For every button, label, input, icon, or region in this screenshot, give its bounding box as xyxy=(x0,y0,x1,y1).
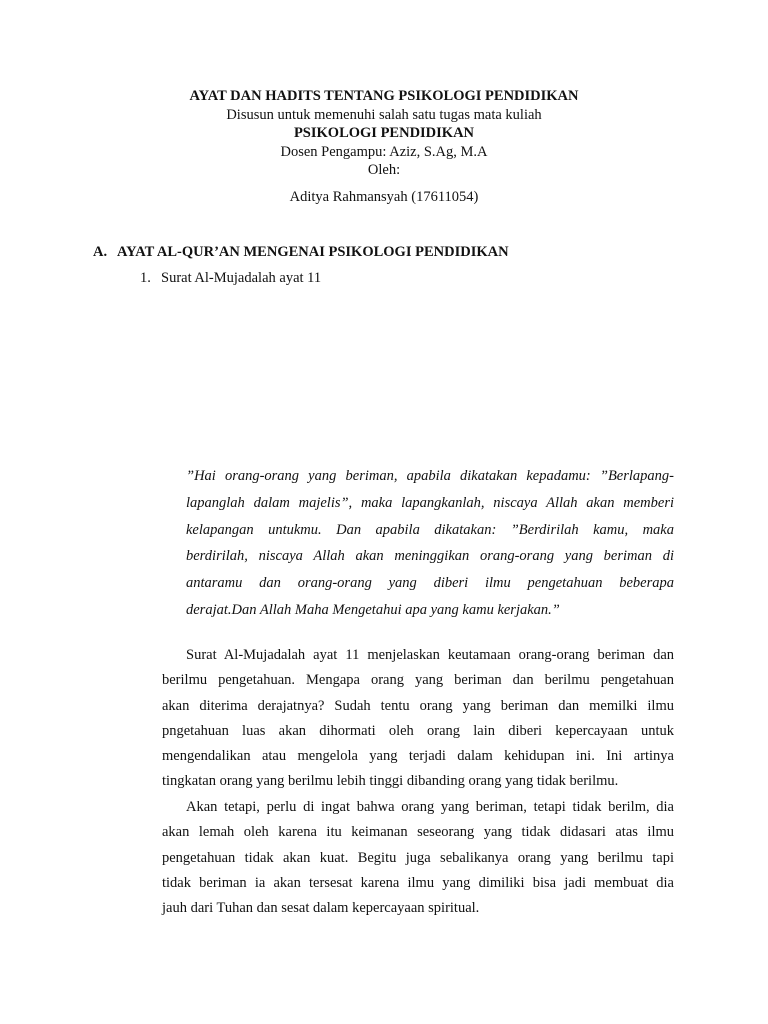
paragraph-line: tingkatan orang yang berilmu lebih tinggi dibanding orang yang tidak berilmu. xyxy=(162,773,619,790)
arabic-verse-area xyxy=(186,300,674,450)
paragraph-line: Akan tetapi, perlu di ingat bahwa orang yang beriman, tetapi tidak berilm, dia xyxy=(186,799,674,815)
paragraph-1 xyxy=(162,643,674,795)
paragraph-line: akan diterima derajatnya? Sudah tentu orang yang beriman dan memilki ilmu xyxy=(162,697,674,714)
paragraph-line: pengetahuan tidak akan kuat. Begitu juga sebalikanya orang yang berilmu tapi xyxy=(162,849,674,866)
paragraph-line: Surat Al-Mujadalah ayat 11 menjelaskan keutamaan orang-orang beriman dan xyxy=(186,647,674,663)
paragraph-line: berilmu pengetahuan. Mengapa orang yang beriman dan berilmu pengetahuan xyxy=(162,672,674,689)
paragraph-line: tidak beriman ia akan tersesat karena ilmu yang dimiliki bisa jadi membuat dia xyxy=(162,874,674,891)
paragraph-line: jauh dari Tuhan dan sesat dalam kepercayaan spiritual. xyxy=(162,900,480,917)
quote-line: derajat.Dan Allah Maha Mengetahui apa yang kamu kerjakan.” xyxy=(186,601,560,618)
paragraph-line: akan lemah oleh karena itu keimanan seseorang yang tidak didasari atas ilmu xyxy=(162,824,674,841)
document-subtitle: Disusun untuk memenuhi salah satu tugas mata kuliah xyxy=(226,107,542,123)
document-title: AYAT DAN HADITS TENTANG PSIKOLOGI PENDIDIKAN xyxy=(189,88,579,104)
quote-line: kelapangan untukmu. Dan apabila dikatakan: ”Berdirilah kamu, maka xyxy=(186,521,674,538)
quote-line: antaramu dan orang-orang yang diberi ilmu pengetahuan beberapa xyxy=(186,575,674,592)
verse-translation-quote xyxy=(186,463,674,624)
list-item-label: Surat Al-Mujadalah ayat 11 xyxy=(161,270,322,286)
section-a-letter: A. xyxy=(93,244,108,260)
section-a-heading xyxy=(93,244,509,261)
course-name: PSIKOLOGI PENDIDIKAN xyxy=(293,125,475,141)
by-label: Oleh: xyxy=(367,162,401,178)
quote-line: lapanglah dalam majelis”, maka lapangkanlah, niscaya Allah akan memberi xyxy=(186,494,674,511)
list-item xyxy=(140,270,321,287)
list-item-number: 1. xyxy=(140,270,151,286)
paragraph-line: mengendalikan atau mengelola yang terjadi dalam kehidupan ini. Ini artinya xyxy=(162,748,674,765)
paragraph-line: pngetahuan luas akan dihormati oleh orang lain diberi kepercayaan untuk xyxy=(162,722,674,739)
quote-line: ”Hai orang-orang yang beriman, apabila dikatakan kepadamu: ”Berlapang- xyxy=(186,468,674,484)
paragraph-2 xyxy=(162,795,674,921)
author-line: Aditya Rahmansyah (17611054) xyxy=(289,189,479,205)
lecturer-line: Dosen Pengampu: Aziz, S.Ag, M.A xyxy=(280,144,488,160)
quote-line: berdirilah, niscaya Allah akan meninggikan orang-orang yang beriman di xyxy=(186,548,674,565)
section-a-title: AYAT AL-QUR’AN MENGENAI PSIKOLOGI PENDIDIKAN xyxy=(117,244,509,260)
